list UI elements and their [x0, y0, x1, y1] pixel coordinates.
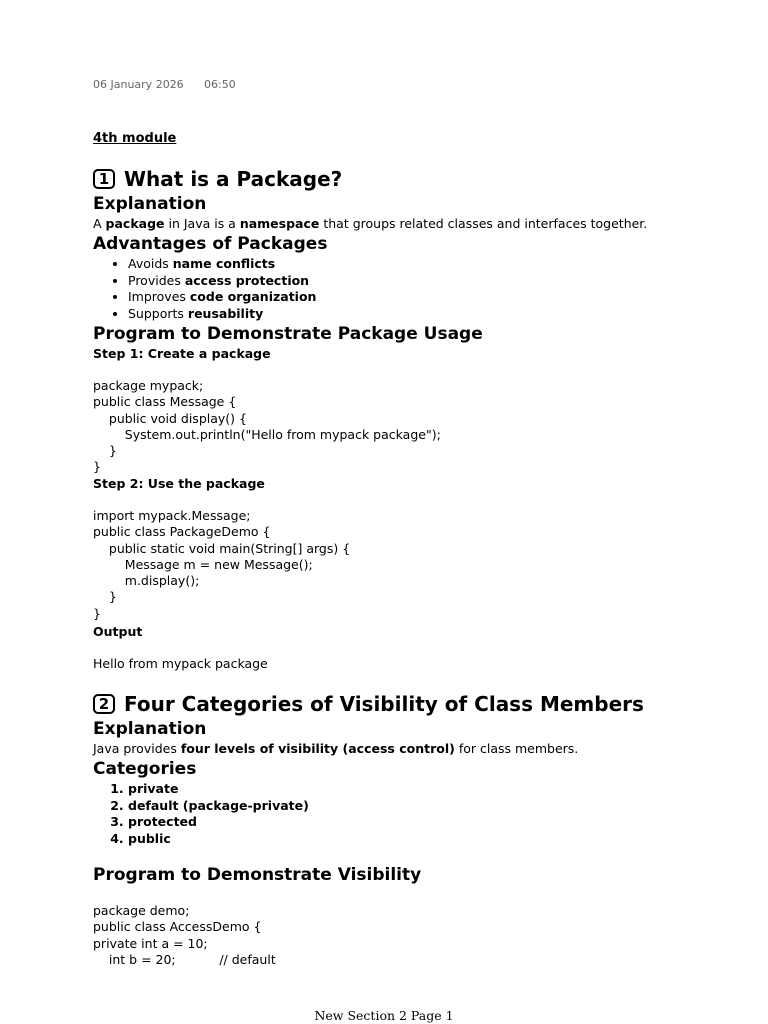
- section1-heading: [93, 167, 342, 191]
- section1-explanation-heading: Explanation: [93, 194, 207, 214]
- section2-explanation-heading: Explanation: [93, 719, 207, 739]
- module-title: 4th module: [93, 131, 177, 146]
- section2-title: Four Categories of Visibility of Class Members: [124, 692, 644, 716]
- categories-list: [93, 781, 309, 847]
- keycap-number-icon: 2: [93, 694, 115, 714]
- keycap-number-icon: 1: [93, 169, 115, 189]
- section2-explanation-text: Java provides four levels of visibility (access control) for class members.: [93, 741, 579, 756]
- list-item: • Provides access protection: [128, 273, 316, 290]
- note-time: 06:50: [204, 78, 236, 91]
- output-text: Hello from mypack package: [93, 656, 268, 671]
- program-heading: Program to Demonstrate Package Usage: [93, 324, 483, 344]
- list-item: • Avoids name conflicts: [128, 256, 316, 273]
- advantages-heading: Advantages of Packages: [93, 234, 328, 254]
- visibility-code: package demo; public class AccessDemo { private int a = 10; int b = 20; // default: [93, 903, 276, 967]
- list-item: 1. private: [128, 781, 309, 798]
- list-item: 3. protected: [128, 814, 309, 831]
- section1-title: What is a Package?: [124, 167, 343, 191]
- output-label: Output: [93, 624, 143, 639]
- step1-code: package mypack; public class Message { public void display() { System.out.println("Hello from mypack package"); } }: [93, 378, 441, 475]
- section2-heading: [93, 692, 644, 716]
- advantages-list: [93, 256, 316, 322]
- visibility-program-heading: Program to Demonstrate Visibility: [93, 865, 422, 885]
- section1-explanation-text: A package in Java is a namespace that groups related classes and interfaces together.: [93, 216, 648, 231]
- list-item: • Supports reusability: [128, 306, 316, 323]
- step2-label: Step 2: Use the package: [93, 476, 265, 491]
- page-footer: New Section 2 Page 1: [314, 1008, 454, 1023]
- step1-label: Step 1: Create a package: [93, 346, 271, 361]
- categories-heading: Categories: [93, 759, 197, 779]
- list-item: 4. public: [128, 831, 309, 848]
- note-date: 06 January 2026: [93, 78, 184, 91]
- list-item: 2. default (package-private): [128, 798, 309, 815]
- list-item: • Improves code organization: [128, 289, 316, 306]
- step2-code: import mypack.Message; public class PackageDemo { public static void main(String[] args) { Message m = new Message(); m.display(); } }: [93, 508, 351, 621]
